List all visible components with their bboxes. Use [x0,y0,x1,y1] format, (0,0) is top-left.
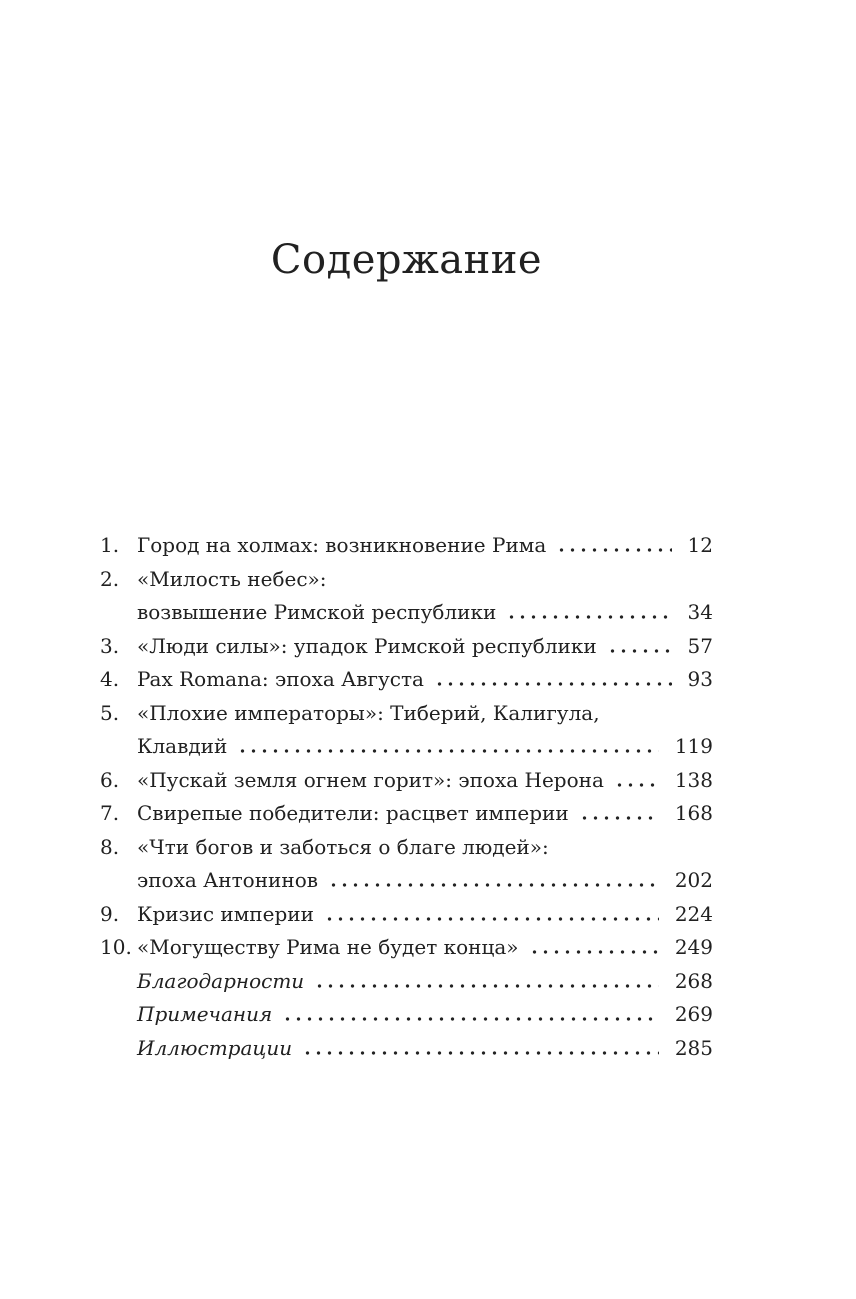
toc-entry [100,797,713,831]
entry-line [137,697,713,731]
entry-text: эпоха Антонинов [137,868,319,892]
dot-leader [302,1051,659,1055]
page-number: 224 [674,901,713,926]
dot-leader [434,682,672,686]
dot-leader [237,749,658,753]
entry-text: «Могуществу Рима не будет конца» [137,935,519,959]
dot-leader [529,950,659,954]
entry-line [137,831,713,865]
toc-entry [100,663,713,697]
page-number: 269 [674,1002,713,1026]
page-title: Содержание [270,237,543,283]
entry-text: Примечания [137,1002,273,1026]
entry-body [137,931,713,965]
entry-line [137,764,713,798]
entry-number [100,1032,137,1066]
toc-entry [100,563,713,630]
toc-list [100,529,713,1065]
entry-line [137,630,713,664]
toc-entry [100,1032,713,1066]
entry-line [137,663,713,697]
entry-number: 7. [100,801,120,825]
entry-body [137,663,713,697]
toc-entry [100,931,713,965]
dot-leader [607,649,672,653]
entry-text: Иллюстрации [137,1035,293,1060]
entry-line [137,931,713,965]
entry-body [137,764,713,798]
page-number: 34 [687,600,713,624]
dot-leader [324,917,659,921]
page-number: 202 [674,868,713,892]
toc-entry [100,831,713,898]
page-number: 93 [687,667,713,691]
page-number: 12 [687,533,713,557]
dot-leader [579,816,659,820]
entry-body [137,1032,713,1066]
dot-leader [282,1017,659,1021]
entry-number [100,998,137,1032]
entry-line [137,864,713,898]
toc-entry [100,529,713,563]
entry-line [137,730,713,764]
entry-line [137,998,713,1032]
entry-text: Город на холмах: возникновение Рима [137,533,547,557]
entry-text: Свирепые победители: расцвет империи [137,801,569,825]
entry-line [137,596,713,630]
toc-entry [100,764,713,798]
entry-body [137,630,713,664]
entry-text: Кризис империи [137,901,314,926]
entry-number: 1. [100,533,120,557]
entry-body [137,898,713,932]
entry-text: Клавдий [137,734,228,758]
entry-line [137,529,713,563]
dot-leader [614,783,659,787]
toc-entry [100,630,713,664]
page-number: 138 [674,767,713,792]
entry-text: «Чти богов и заботься о благе людей»: [137,834,549,859]
entry-number: 10. [100,935,132,959]
entry-text: «Милость небес»: [137,566,327,591]
page-number: 168 [674,801,713,825]
toc-entry [100,898,713,932]
dot-leader [556,548,671,552]
page-number: 57 [687,633,713,658]
entry-body [137,529,713,563]
entry-number: 5. [100,700,120,725]
entry-line [137,965,713,999]
entry-line [137,797,713,831]
entry-body [137,998,713,1032]
entry-text: возвышение Римской республики [137,600,497,624]
page-number: 285 [674,1035,713,1060]
entry-number: 4. [100,667,120,691]
entry-text: «Пускай земля огнем горит»: эпоха Нерона [137,767,604,792]
dot-leader [314,984,659,988]
entry-body [137,797,713,831]
page-number: 119 [674,734,713,758]
entry-line [137,898,713,932]
entry-number: 6. [100,767,120,792]
entry-line [137,1032,713,1066]
entry-body [137,697,713,764]
entry-text: Pax Romana: эпоха Августа [137,667,424,691]
entry-number: 8. [100,834,120,859]
page-number: 268 [674,968,713,993]
toc-entry [100,998,713,1032]
toc-entry [100,697,713,764]
entry-number [100,965,137,999]
entry-number: 3. [100,633,120,658]
entry-text: Благодарности [137,968,305,993]
entry-number: 2. [100,566,120,591]
dot-leader [328,883,659,887]
page-number: 249 [674,935,713,959]
entry-body [137,831,713,898]
entry-text: «Люди силы»: упадок Римской республики [137,633,597,658]
entry-line [137,563,713,597]
entry-text: «Плохие императоры»: Тиберий, Калигула, [137,700,600,725]
entry-body [137,965,713,999]
dot-leader [506,615,671,619]
entry-body [137,563,713,630]
entry-number: 9. [100,901,120,926]
toc-entry [100,965,713,999]
